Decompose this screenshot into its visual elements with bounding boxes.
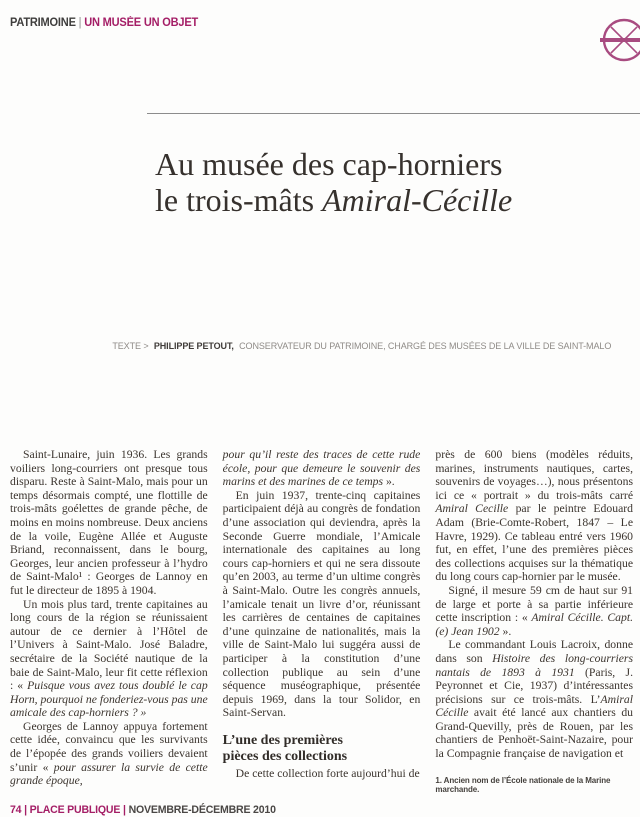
paragraph (10, 598, 208, 720)
section-kicker (10, 17, 198, 29)
paragraph (10, 720, 208, 788)
kicker-section-label: PATRIMOINE (10, 17, 76, 29)
text-run: avait été lancé aux chantiers du Grand-Quevilly, près de Rouen, par les chantiers de Penhoët-Saint-Nazaire, pour la Compagnie française de navigation et (435, 706, 634, 761)
kicker-separator: | (78, 17, 82, 29)
page-footer (10, 804, 276, 816)
byline-prefix: TEXTE > (112, 341, 149, 351)
footnote: 1. Ancien nom de l’École nationale de la Marine marchande. (435, 775, 611, 794)
italic-run: Amiral Cécille (435, 692, 634, 720)
section-subhead: L’une des premières pièces des collections (222, 732, 348, 764)
byline-author: PHILIPPE PETOUT, (153, 341, 234, 351)
text-run: Saint-Lunaire, juin 1936. Les grands voiliers long-courriers ont presque tous disparu. Reste à Saint-Malo, mais pour un temps désormais compté, une flottille de trois-mâts goélettes de grande pêche, de moins en moins nombreuse. Deux anciens de la voile, Eugène Allée et Auguste Briand, reconnaissent, dans le bourg, Georges, leur ancien professeur à l’hydro de Saint-Malo¹ : Georges de Lannoy en fut le directeur de 1895 à 1904. (10, 448, 208, 597)
paragraph (435, 638, 633, 760)
italic-run: Histoire des long-courriers nantais de 1893 à 1931 (435, 651, 633, 679)
compass-logo-icon (600, 12, 640, 72)
text-run: Le commandant Louis Lacroix, donne dans son (435, 638, 634, 665)
text-run: En juin 1937, trente-cinq capitaines participaient déjà au congrès de fondation d’une association qui deviendra, après la Seconde Guerre mondiale, l’Amicale internationale des capitaines au long cours cap-horniers et qui ne sera dissoute qu’en 2003, au terme d’un ultime congrès à Saint-Malo. Outre les congrès annuels, l’amicale tenait un livre d’or, réunissant les carrières de centaines de capitaines d’une quinzaine de nationalités, mais la ville de Saint-Malo lui suggéra aussi de participer à la constitution d’une collection publique au sein d’une séquence muséographique, présentée depuis 1969, dans la tour Solidor, en Saint-Servan. (222, 488, 421, 720)
text-run: De cette collection forte aujourd’hui de (235, 767, 420, 781)
title-ship-name: Amiral-Cécille (322, 182, 513, 219)
text-run: Georges de Lannoy appuya fortement cette idée, convaincu que les survivants de l’épopée des grands voiliers devaient s’unir « (10, 719, 208, 774)
byline (112, 341, 612, 351)
italic-run: pour qu’il reste des traces de cette rude école, pour que demeure le souvenir des marins et des marines de ce temps (222, 448, 421, 489)
italic-run: Amiral Cécille. Capt.(e) Jean 1902 (435, 611, 634, 638)
article-columns (10, 448, 633, 794)
footer-magazine-label: 74 | PLACE PUBLIQUE | (10, 804, 126, 816)
italic-run: Puisque vous avez tous doublé le cap Horn, pourquoi ne fonderiez-vous pas une amicale des cap-horniers ? » (10, 679, 208, 720)
text-run: Un mois plus tard, trente capitaines au long cours de la région se réunissaient autour de ce dernier à l’Hôtel de l’Univers à Saint-Malo. José Baladre, secrétaire de la Société nautique de la baie de Saint-Malo, leur fit cette réflexion : « (10, 597, 208, 693)
text-run: près de 600 biens (modèles réduits, marines, instruments nautiques, cartes, souvenirs de voyages…), nous présentons ici ce « portrait » du trois-mâts carré (435, 448, 634, 502)
text-run: par le peintre Edouard Adam (Brie-Comte-Robert, 1847 – Le Havre, 1929). Ce tableau entré vers 1960 fut, en effet, l’une des premières pièces des collections acquises sur la thématique du long cours cap-hornier par le musée. (435, 502, 634, 584)
paragraph (435, 584, 633, 638)
paragraph (223, 448, 421, 489)
paragraph (223, 489, 421, 720)
text-run: ». (499, 624, 512, 638)
title-line2-prefix: le trois-mâts (155, 182, 323, 219)
italic-run: Amiral Cecille (435, 502, 509, 516)
text-run: (Paris, J. Peyronnet et Cie, 1937) d’intéressantes précisions sur ce trois-mâts. L’ (435, 665, 634, 706)
text-column (223, 448, 421, 794)
paragraph (10, 448, 208, 598)
kicker-rubric-label: UN MUSÉE UN OBJET (84, 17, 199, 29)
text-column (10, 448, 208, 794)
paragraph (435, 448, 633, 584)
title-line1: Au musée des cap-horniers (155, 146, 503, 182)
text-run: ». (383, 475, 395, 489)
paragraph (223, 767, 421, 781)
header-divider (147, 113, 640, 114)
article-title (155, 146, 625, 219)
italic-run: pour assurer la survie de cette grande époque, (10, 760, 208, 788)
text-column (435, 448, 633, 794)
footer-issue-date: NOVEMBRE-DÉCEMBRE 2010 (128, 804, 276, 816)
text-run: Signé, il mesure 59 cm de haut sur 91 de large et porte à sa partie inférieure cette inscription : « (435, 583, 634, 625)
byline-role: CONSERVATEUR DU PATRIMOINE, CHARGÉ DES MUSÉES DE LA VILLE DE SAINT-MALO (239, 341, 612, 351)
